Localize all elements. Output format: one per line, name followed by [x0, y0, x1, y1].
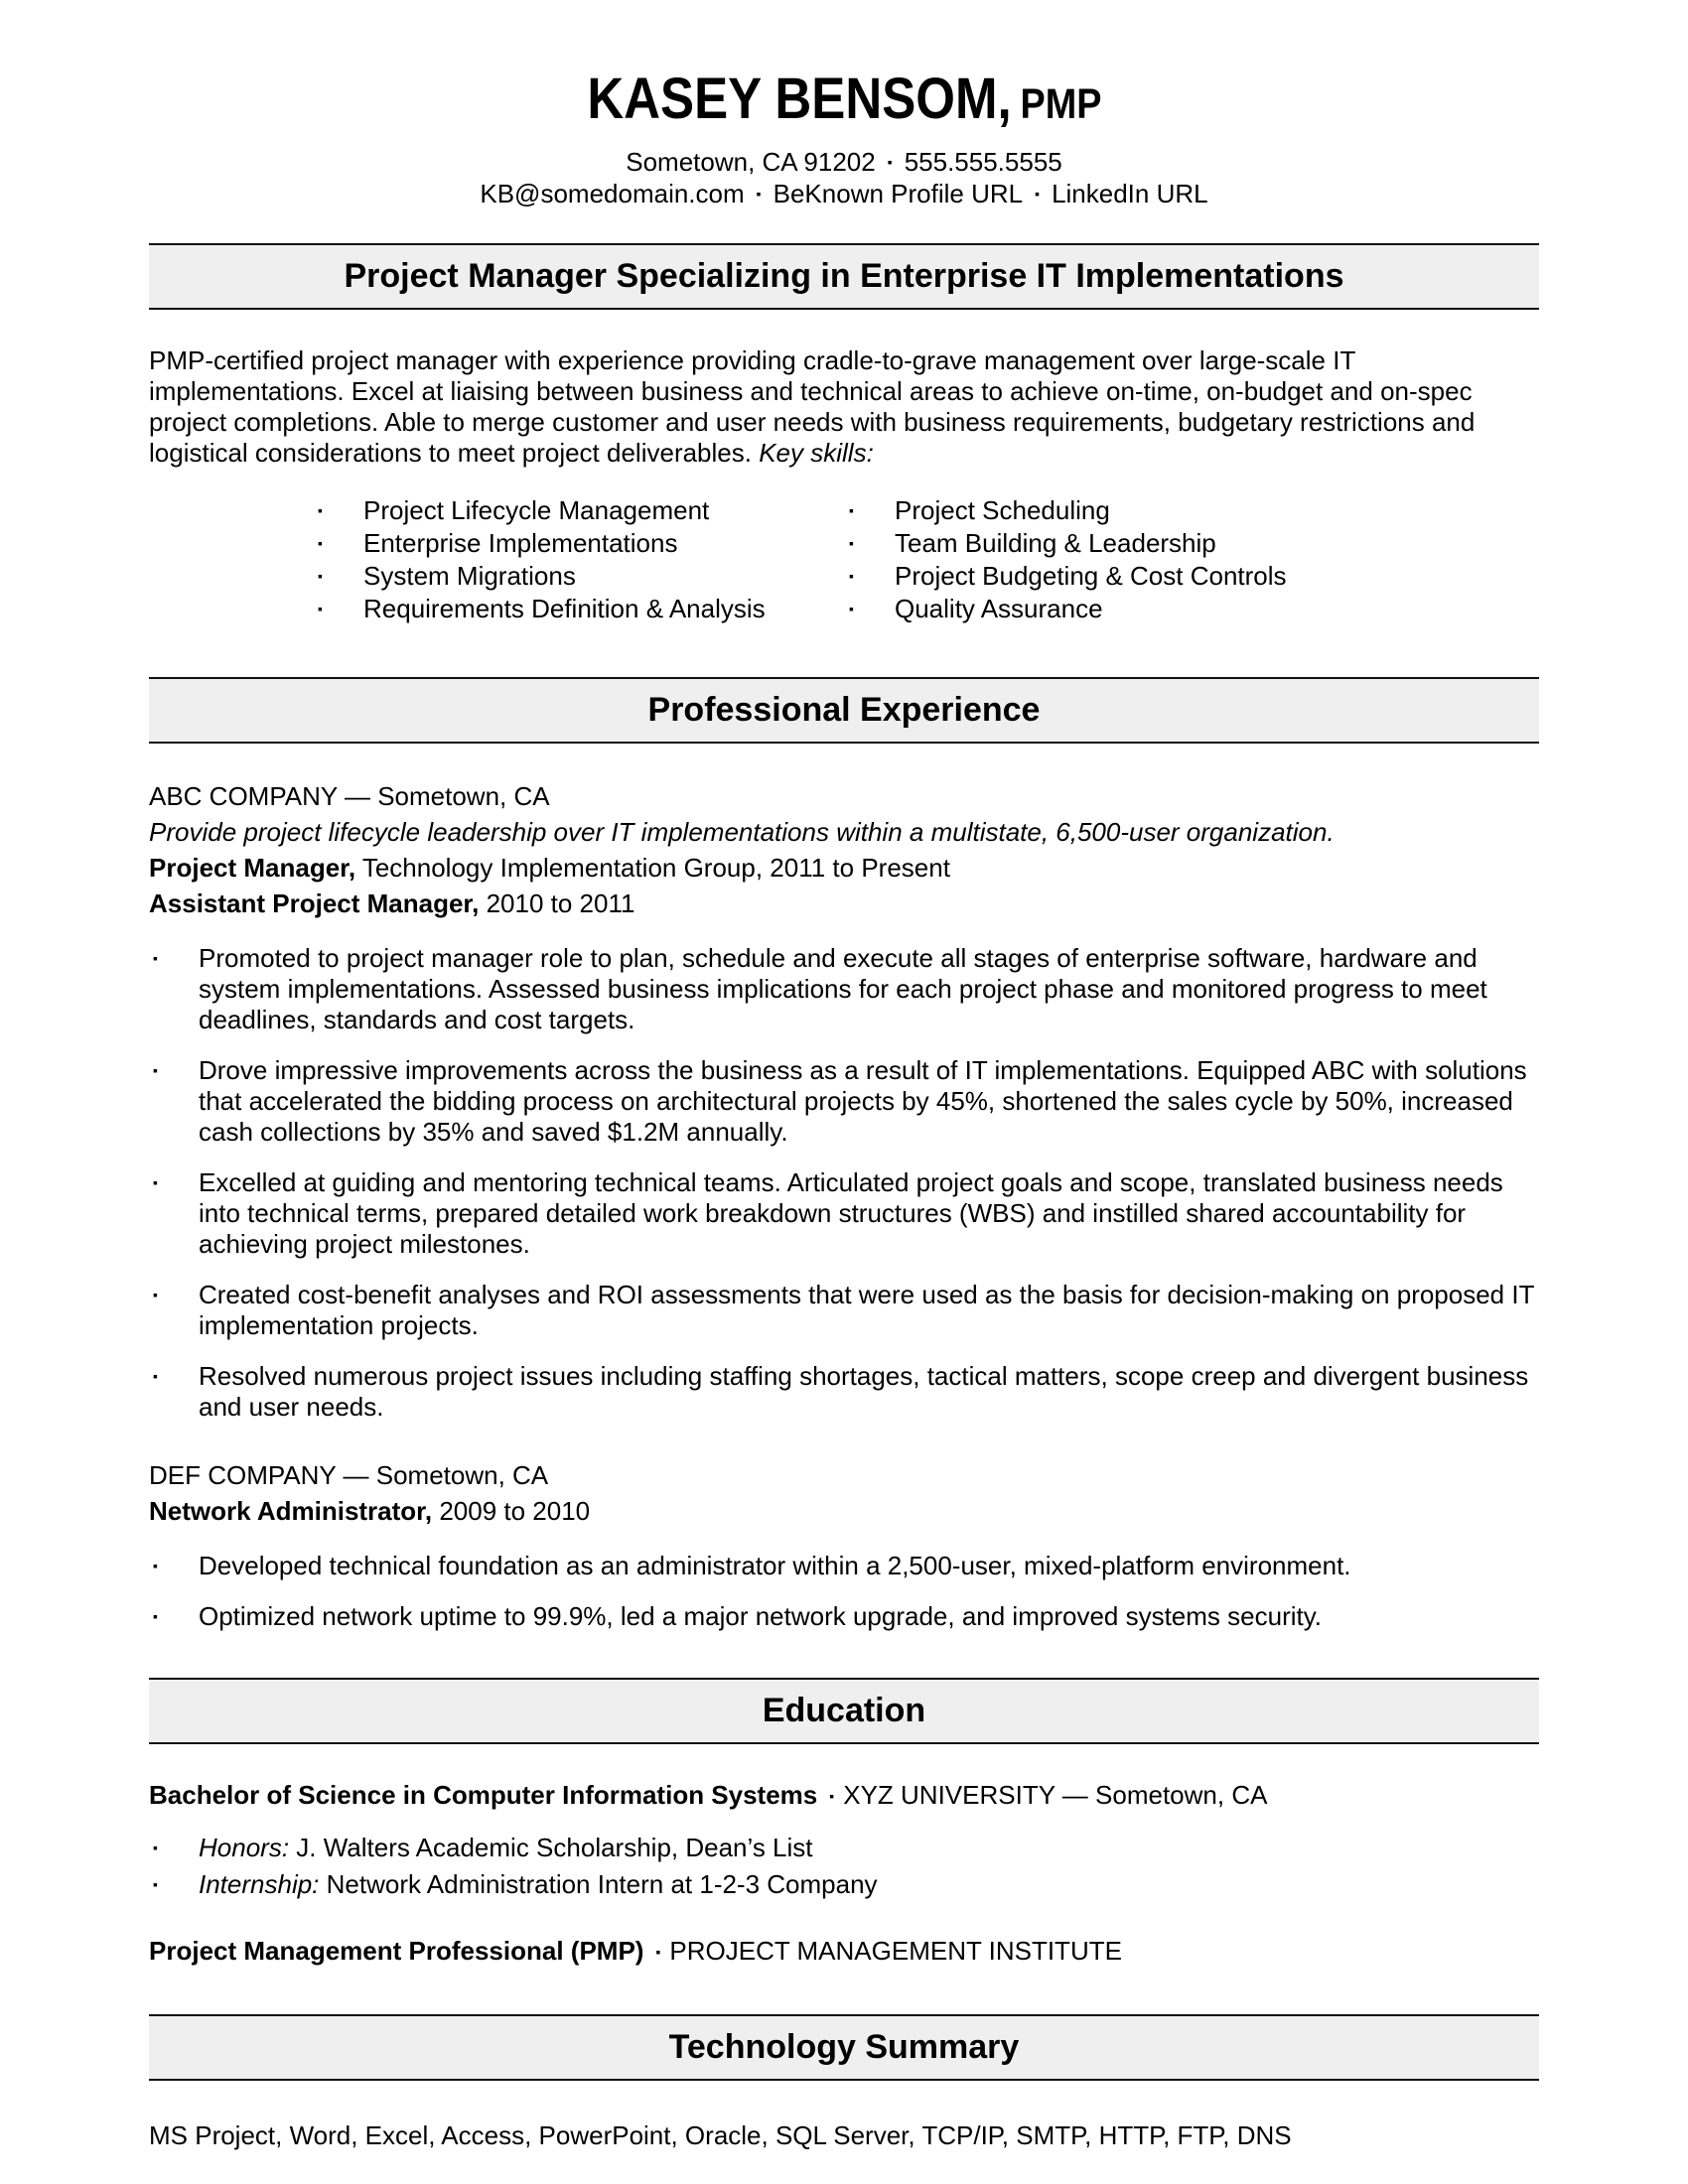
skill-label: Enterprise Implementations	[363, 528, 678, 558]
skill-label: System Migrations	[363, 561, 576, 591]
skill-label: Team Building & Leadership	[895, 528, 1216, 558]
company-heading-abc: ABC COMPANY — Sometown, CA	[149, 781, 550, 811]
bullet-item	[149, 1551, 1539, 1581]
def-bullet-list	[149, 1551, 1539, 1632]
skill-item	[849, 560, 1539, 593]
role-detail: 2009 to 2010	[439, 1496, 591, 1526]
skill-item	[318, 593, 849, 625]
bullet-item	[149, 1601, 1539, 1632]
technology-list: MS Project, Word, Excel, Access, PowerPoint, Oracle, SQL Server, TCP/IP, SMTP, HTTP, FTP, DNS	[149, 2120, 1292, 2150]
square-bullet-icon: ▪	[1035, 186, 1041, 202]
skill-item	[849, 593, 1539, 625]
square-bullet-icon: ▪	[318, 502, 323, 518]
contact-email: KB@somedomain.com	[480, 179, 745, 208]
square-bullet-icon: ▪	[318, 535, 323, 551]
contact-linkedin-url: LinkedIn URL	[1052, 179, 1208, 208]
square-bullet-icon: ▪	[756, 186, 762, 202]
square-bullet-icon: ▪	[153, 1608, 158, 1624]
summary-paragraph	[149, 345, 1539, 469]
degree-title: Bachelor of Science in Computer Information Systems	[149, 1780, 818, 1810]
bullet-item	[149, 1055, 1539, 1148]
role-title: Assistant Project Manager,	[149, 888, 480, 918]
bullet-item	[149, 943, 1539, 1035]
role-line	[149, 888, 1539, 919]
bullet-text: Resolved numerous project issues including staffing shortages, tactical matters, scope creep and divergent business and user needs.	[199, 1361, 1529, 1422]
bullet-text: Promoted to project manager role to plan, schedule and execute all stages of enterprise software, hardware and system implementations. Assessed business implications for each project phase and monitored progress to meet deadlines, standards and cost targets.	[199, 943, 1487, 1034]
role-title: Project Manager,	[149, 853, 356, 883]
bullet-text: Created cost-benefit analyses and ROI assessments that were used as the basis for decision-making on proposed IT implementation projects.	[199, 1280, 1535, 1340]
certification-line	[149, 1936, 1539, 1967]
key-skills-list	[318, 494, 1539, 625]
skill-item	[849, 494, 1539, 527]
square-bullet-icon: ▪	[153, 1840, 158, 1855]
school-name: XYZ UNIVERSITY — Sometown, CA	[843, 1780, 1268, 1810]
skill-label: Project Scheduling	[895, 495, 1110, 525]
skill-label: Project Lifecycle Management	[363, 495, 710, 525]
skill-item	[318, 494, 849, 527]
square-bullet-icon: ▪	[829, 1788, 835, 1804]
role-line	[149, 1496, 1539, 1527]
bullet-text: Optimized network uptime to 99.9%, led a major network upgrade, and improved systems security.	[199, 1601, 1323, 1631]
square-bullet-icon: ▪	[849, 535, 854, 551]
name-credential: PMP	[1020, 80, 1102, 128]
bullet-item	[149, 1280, 1539, 1341]
square-bullet-icon: ▪	[153, 1174, 158, 1190]
skill-label: Project Budgeting & Cost Controls	[895, 561, 1287, 591]
contact-location: Sometown, CA 91202	[626, 147, 876, 177]
company-heading-def: DEF COMPANY — Sometown, CA	[149, 1460, 549, 1490]
cert-org: PROJECT MANAGEMENT INSTITUTE	[669, 1936, 1122, 1966]
contact-beknown-url: BeKnown Profile URL	[773, 179, 1024, 208]
contact-line-1	[149, 146, 1539, 209]
square-bullet-icon: ▪	[153, 950, 158, 966]
candidate-name: KASEY BENSOM,	[586, 67, 1012, 131]
skill-item	[318, 560, 849, 593]
square-bullet-icon: ▪	[153, 1876, 158, 1892]
bullet-text: Excelled at guiding and mentoring technical teams. Articulated project goals and scope, translated business needs into technical terms, prepared detailed work breakdown structures (WBS) and instilled shared accountability for achieving project milestones.	[199, 1167, 1503, 1259]
section-banner-education: Education	[149, 1678, 1539, 1744]
square-bullet-icon: ▪	[153, 1062, 158, 1078]
square-bullet-icon: ▪	[153, 1287, 158, 1302]
skill-item	[318, 527, 849, 560]
square-bullet-icon: ▪	[153, 1558, 158, 1573]
education-bullet-list	[149, 1833, 1539, 1900]
abc-bullet-list	[149, 943, 1539, 1423]
square-bullet-icon: ▪	[849, 601, 854, 616]
honors-label: Honors:	[199, 1833, 290, 1862]
square-bullet-icon: ▪	[318, 601, 323, 616]
bullet-text: Drove impressive improvements across the business as a result of IT implementations. Equipped ABC with solutions that accelerated the bidding process on architectural projects by 45%, shortened the sales cycle by 50%, increased cash collections by 35% and saved $1.2M annually.	[199, 1055, 1527, 1147]
bullet-item	[149, 1361, 1539, 1423]
internship-label: Internship:	[199, 1869, 320, 1899]
skill-label: Quality Assurance	[895, 594, 1103, 623]
section-banner-title: Project Manager Specializing in Enterprise IT Implementations	[149, 243, 1539, 310]
skill-item	[849, 527, 1539, 560]
role-title: Network Administrator,	[149, 1496, 433, 1526]
bullet-text	[199, 1833, 1539, 1863]
cert-title: Project Management Professional (PMP)	[149, 1936, 644, 1966]
role-detail: Technology Implementation Group, 2011 to Present	[361, 853, 950, 883]
role-line	[149, 853, 1539, 884]
summary-text: PMP-certified project manager with experience providing cradle-to-grave management over large-scale IT implementations. Excel at liaising between business and technical areas to achieve on-time, on-budget and on-spec project completions. Able to merge customer and user needs with business requirements, budgetary restrictions and logistical considerations to meet project deliverables.	[149, 345, 1476, 468]
role-detail: 2010 to 2011	[486, 888, 635, 918]
bullet-item	[149, 1167, 1539, 1260]
internship-text: Network Administration Intern at 1-2-3 Company	[326, 1869, 878, 1899]
company-tagline-abc: Provide project lifecycle leadership over IT implementations within a multistate, 6,500-user organization.	[149, 817, 1335, 847]
contact-phone: 555.555.5555	[904, 147, 1062, 177]
bullet-text: Developed technical foundation as an administrator within a 2,500-user, mixed-platform environment.	[199, 1551, 1351, 1580]
honors-item	[149, 1833, 1539, 1863]
square-bullet-icon: ▪	[849, 502, 854, 518]
square-bullet-icon: ▪	[655, 1944, 661, 1960]
square-bullet-icon: ▪	[887, 154, 893, 170]
honors-text: J. Walters Academic Scholarship, Dean’s List	[296, 1833, 813, 1862]
skill-label: Requirements Definition & Analysis	[363, 594, 766, 623]
key-skills-label: Key skills:	[759, 438, 874, 468]
square-bullet-icon: ▪	[318, 568, 323, 584]
degree-line	[149, 1780, 1539, 1811]
square-bullet-icon: ▪	[849, 568, 854, 584]
section-banner-experience: Professional Experience	[149, 677, 1539, 744]
section-banner-technology: Technology Summary	[149, 2014, 1539, 2081]
square-bullet-icon: ▪	[153, 1368, 158, 1384]
bullet-text	[199, 1869, 1539, 1900]
header-name-line	[149, 66, 1539, 132]
internship-item	[149, 1869, 1539, 1900]
